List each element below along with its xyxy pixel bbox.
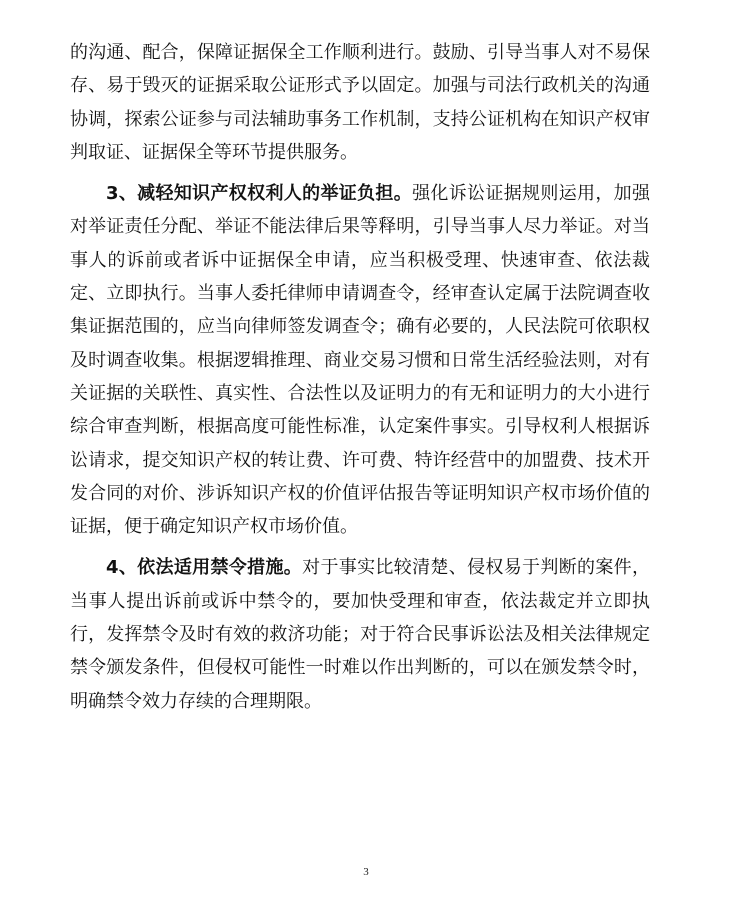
- page-number: 3: [363, 866, 369, 878]
- section-heading-4: 4、依法适用禁令措施。: [106, 557, 303, 579]
- document-body: [70, 36, 650, 718]
- paragraph-section-4: [70, 551, 650, 717]
- paragraph-text: 强化诉讼证据规则运用，加强对举证责任分配、举证不能法律后果等释明，引导当事人尽力举证。对当事人的诉前或者诉中证据保全申请，应当积极受理、快速审查、依法裁定、立即执行。当事人委托律师申请调查令，经审查认定属于法院调查收集证据范围的，应当向律师签发调查令；确有必要的，人民法院可依职权及时调查收集。根据逻辑推理、商业交易习惯和日常生活经验法则，对有关证据的关联性、真实性、合法性以及证明力的有无和证明力的大小进行综合审查判断，根据高度可能性标准，认定案件事实。引导权利人根据诉讼请求，提交知识产权的转让费、许可费、特许经营中的加盟费、技术开发合同的对价、涉诉知识产权的价值评估报告等证明知识产权市场价值的证据，便于确定知识产权市场价值。: [70, 183, 650, 538]
- paragraph-text: 的沟通、配合，保障证据保全工作顺利进行。鼓励、引导当事人对不易保存、易于毁灭的证据采取公证形式予以固定。加强与司法行政机关的沟通协调，探索公证参与司法辅助事务工作机制，支持公证机构在知识产权审判取证、证据保全等环节提供服务。: [70, 42, 650, 163]
- paragraph-section-3: [70, 177, 650, 543]
- paragraph-text: 对于事实比较清楚、侵权易于判断的案件，当事人提出诉前或诉中禁令的，要加快受理和审查，依法裁定并立即执行，发挥禁令及时有效的救济功能；对于符合民事诉讼法及相关法律规定禁令颁发条件，但侵权可能性一时难以作出判断的，可以在颁发禁令时，明确禁令效力存续的合理期限。: [70, 557, 651, 712]
- section-heading-3: 3、减轻知识产权权利人的举证负担。: [106, 183, 413, 205]
- paragraph-continuation: [70, 36, 650, 169]
